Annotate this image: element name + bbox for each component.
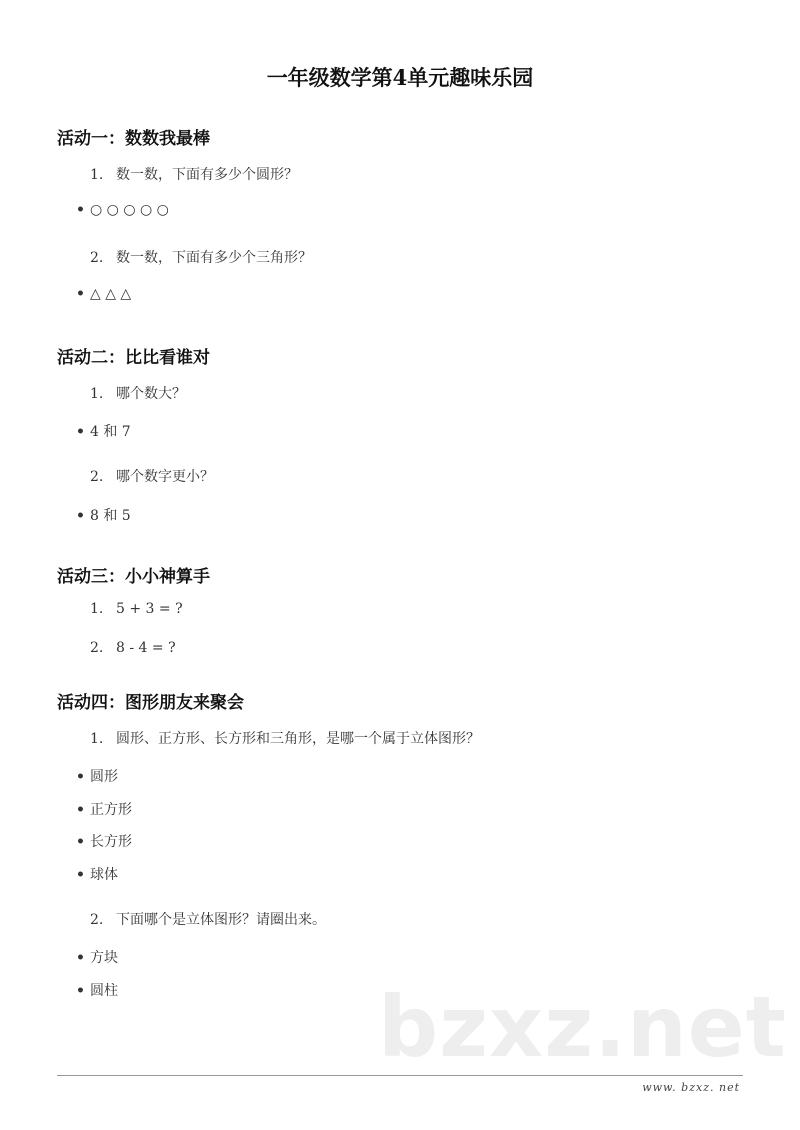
circles-row: ○ ○ ○ ○ ○ (90, 202, 169, 218)
activity2-heading: 活动二：比比看谁对 (57, 348, 210, 368)
bullet-dot: • (76, 950, 85, 966)
question-text: 哪个数字更小？ (116, 469, 214, 485)
question-text: 数一数，下面有多少个圆形？ (116, 167, 298, 183)
question-text: 圆形、正方形、长方形和三角形，是哪一个属于立体图形？ (116, 731, 480, 747)
activity3-question2 (90, 640, 176, 656)
question-number: 2. (90, 250, 104, 266)
equation: 5 + 3 = ? (116, 601, 183, 617)
equation: 8 - 4 = ? (116, 640, 176, 656)
question-text: 哪个数大？ (116, 386, 186, 402)
activity4-option (76, 947, 118, 967)
triangles-row: △ △ △ (90, 286, 132, 302)
activity4-option (76, 980, 118, 1000)
activity2-question2 (90, 466, 214, 486)
activity4-option (76, 831, 132, 851)
watermark: bzxz.net (378, 978, 787, 1076)
question-number: 1. (90, 731, 104, 747)
option-text: 方块 (90, 950, 118, 966)
bullet-dot: • (76, 983, 85, 999)
activity4-heading: 活动四：图形朋友来聚会 (57, 693, 244, 713)
activity1-bullet-triangles (76, 286, 131, 302)
activity1-question1 (90, 164, 298, 184)
option-text: 圆形 (90, 769, 118, 785)
activity4-option (76, 766, 118, 786)
activity1-question2 (90, 247, 312, 267)
bullet-dot: • (76, 202, 85, 218)
bullet-dot: • (76, 867, 85, 883)
footer-url: www. bzxz. net (642, 1081, 740, 1094)
question-number: 1. (90, 167, 104, 183)
question-text: 数一数，下面有多少个三角形？ (116, 250, 312, 266)
bullet-dot: • (76, 286, 85, 302)
option-text: 长方形 (90, 834, 132, 850)
question-number: 2. (90, 469, 104, 485)
activity2-bullet-pair2 (76, 505, 131, 525)
activity1-bullet-circles (76, 202, 169, 218)
question-number: 1. (90, 601, 104, 617)
option-text: 正方形 (90, 802, 132, 818)
bullet-dot: • (76, 508, 85, 524)
question-number: 2. (90, 640, 104, 656)
option-text: 圆柱 (90, 983, 118, 999)
bullet-dot: • (76, 834, 85, 850)
bullet-dot: • (76, 802, 85, 818)
activity2-bullet-pair1 (76, 421, 131, 441)
activity4-option (76, 864, 118, 884)
question-number: 2. (90, 912, 104, 928)
question-text: 下面哪个是立体图形？请圈出来。 (116, 912, 326, 928)
question-number: 1. (90, 386, 104, 402)
footer-divider (57, 1075, 743, 1076)
activity3-question1 (90, 601, 183, 617)
option-text: 球体 (90, 867, 118, 883)
page-title: 一年级数学第4单元趣味乐园 (266, 65, 534, 90)
bullet-dot: • (76, 769, 85, 785)
activity3-heading: 活动三：小小神算手 (57, 567, 210, 587)
activity4-option (76, 799, 132, 819)
activity4-question1 (90, 728, 480, 748)
activity1-heading: 活动一：数数我最棒 (57, 129, 210, 149)
bullet-dot: • (76, 424, 85, 440)
number-pair: 8 和 5 (90, 508, 131, 524)
activity4-question2 (90, 909, 326, 929)
number-pair: 4 和 7 (90, 424, 131, 440)
activity2-question1 (90, 383, 186, 403)
